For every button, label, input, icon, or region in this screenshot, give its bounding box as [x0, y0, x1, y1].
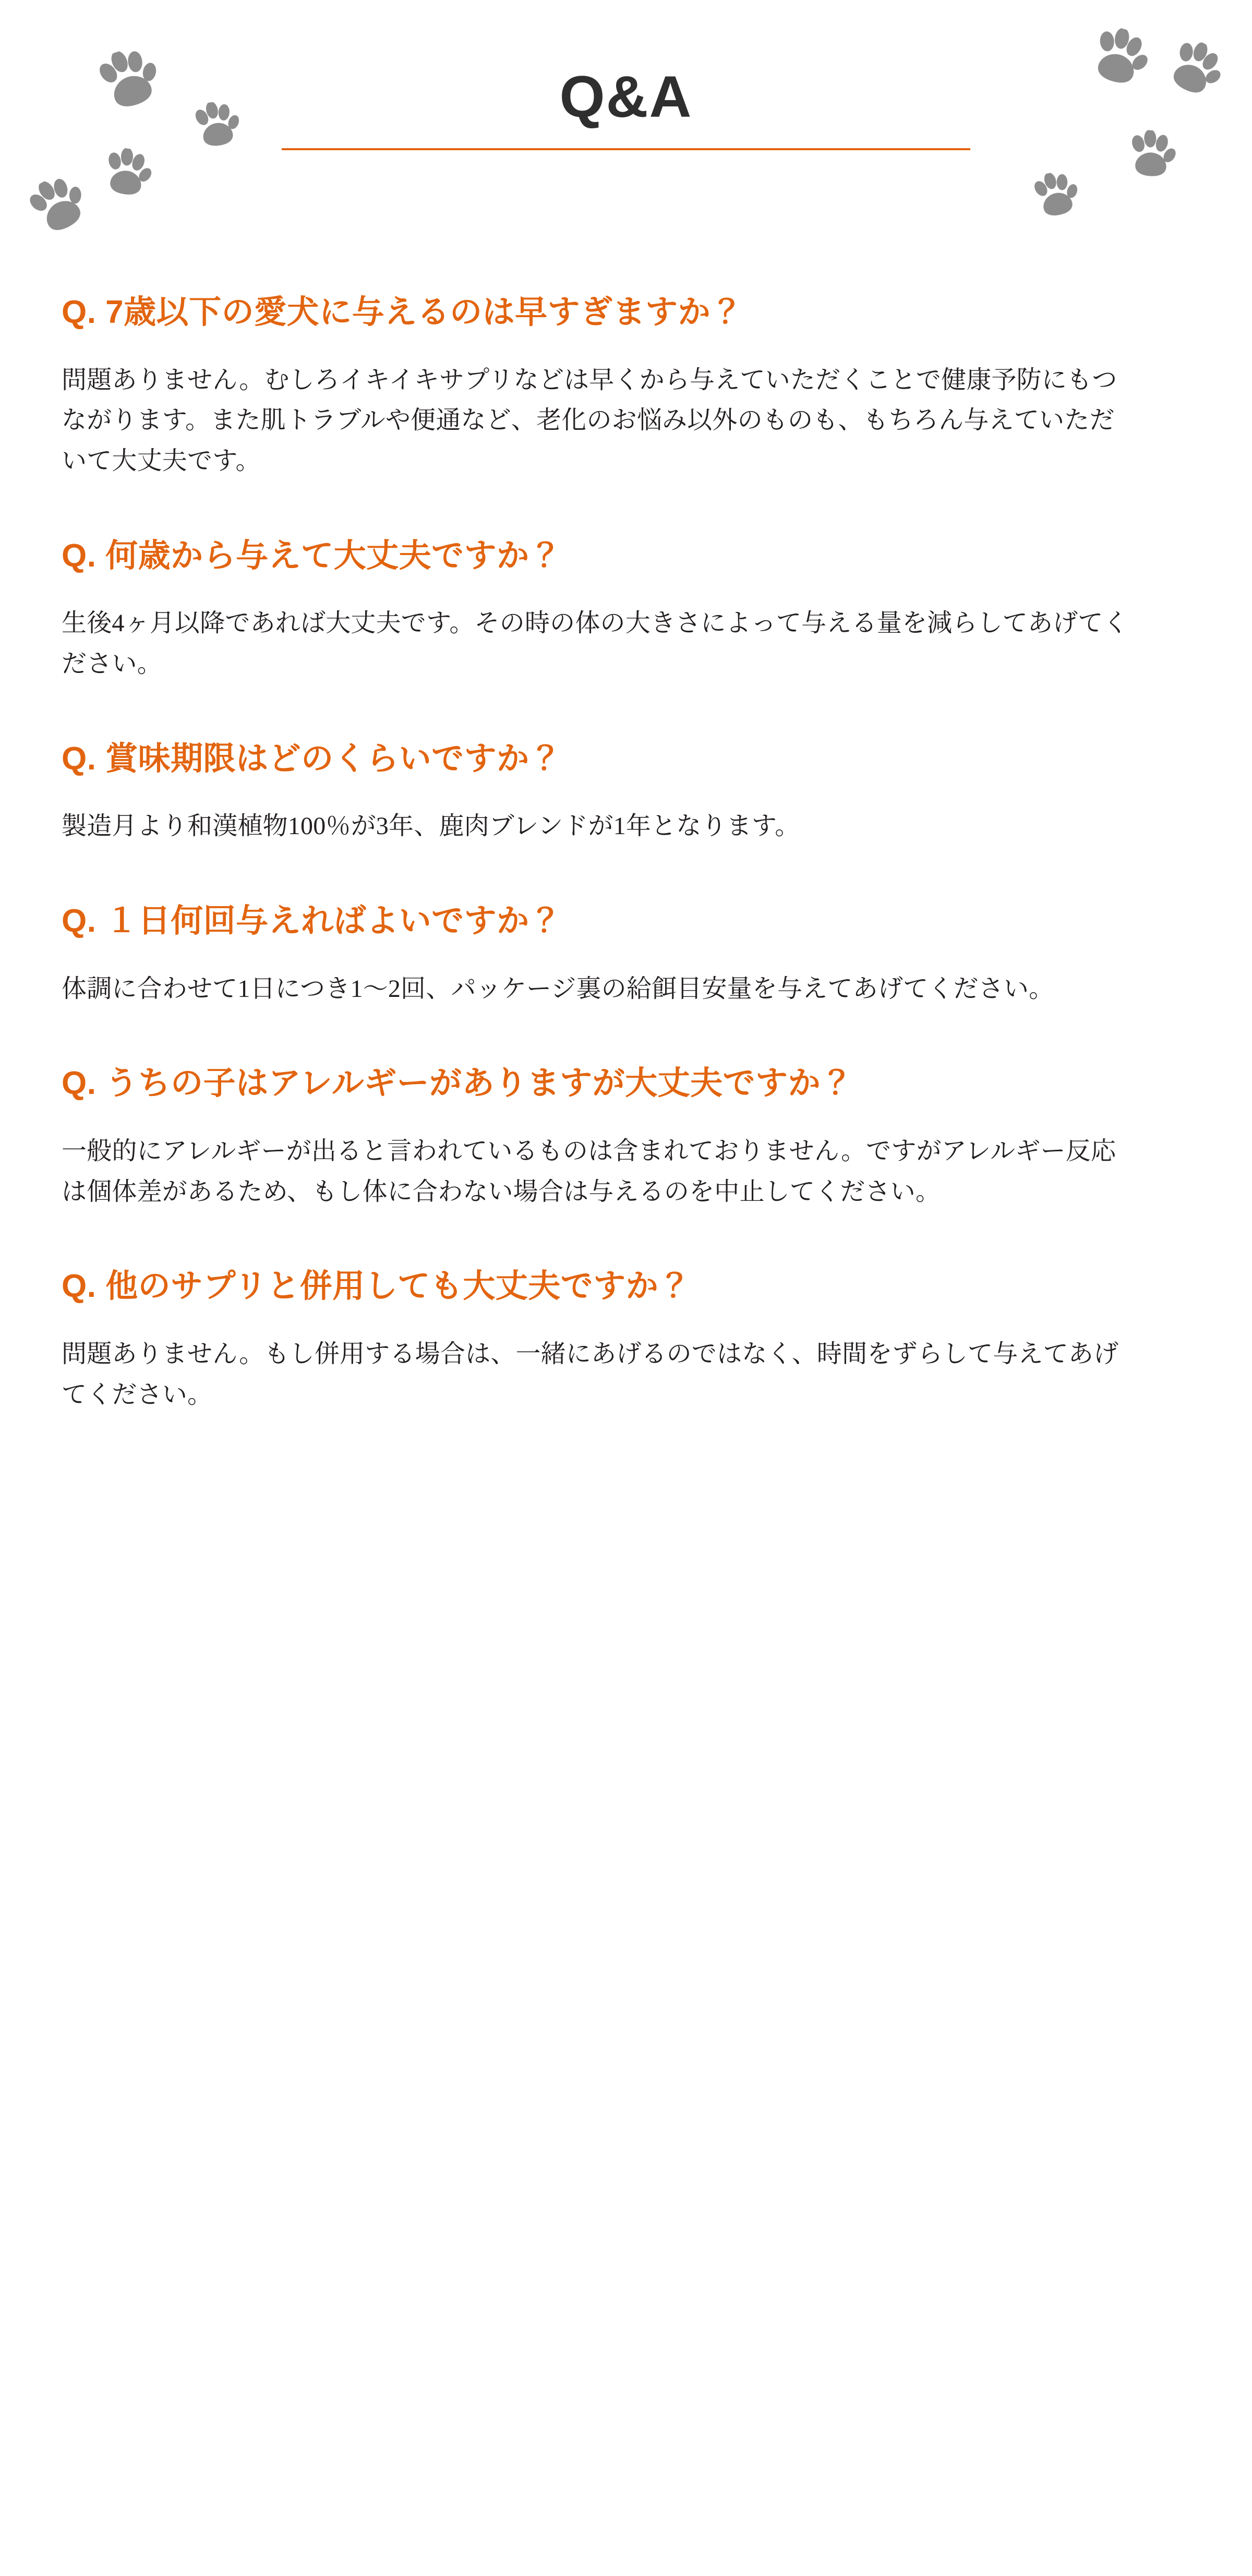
paw-print-icon: [1156, 33, 1231, 111]
qa-answer: 生後4ヶ月以降であれば大丈夫です。その時の体の大きさによって与える量を減らしてあげてください。: [62, 609, 1128, 678]
page-header: [0, 0, 1252, 292]
paw-print-icon: [90, 42, 170, 125]
qa-answer: 体調に合わせて1日につき1〜2回、パッケージ裏の給餌目安量を与えてあげてください。: [62, 974, 1054, 1003]
title-divider: [282, 148, 970, 150]
paw-print-icon: [1081, 22, 1155, 100]
paw-print-icon: [1028, 168, 1085, 229]
paw-print-icon: [189, 99, 244, 158]
qa-item: [62, 1266, 1190, 1415]
paw-print-icon: [20, 168, 99, 250]
paw-print-icon: [1124, 129, 1178, 187]
paw-print-icon: [98, 146, 155, 207]
qa-question: Q. 賞味期限はどのくらいですか？: [62, 740, 562, 777]
qa-question: Q. 7歳以下の愛犬に与えるのは早すぎますか？: [62, 294, 743, 330]
qa-question: Q. 何歳から与えて大丈夫ですか？: [62, 537, 562, 574]
qa-item: [62, 739, 1190, 847]
qa-answer: 一般的にアレルギーが出ると言われているものは含まれておりません。ですがアレルギー反応は個体差があるため、もし体に合わない場合は与えるのを中止してください。: [62, 1137, 1116, 1206]
qa-question: Q. 他のサプリと併用しても大丈夫ですか？: [62, 1268, 691, 1305]
qa-item: [62, 1063, 1190, 1212]
qa-question: Q. うちの子はアレルギーがありますが大丈夫ですか？: [62, 1065, 853, 1102]
qa-list: [0, 292, 1252, 1415]
qa-item: [62, 536, 1190, 684]
page-title: Q&A: [559, 64, 693, 129]
qa-item: [62, 292, 1190, 482]
qa-question: Q. １日何回与えればよいですか？: [62, 903, 562, 939]
page-title-block: [282, 64, 970, 150]
qa-answer: 問題ありません。むしろイキイキサプリなどは早くから与えていただくことで健康予防にもつながります。また肌トラブルや便通など、老化のお悩み以外のものも、もちろん与えていただいて大丈夫です。: [62, 366, 1117, 475]
qa-item: [62, 901, 1190, 1009]
qa-answer: 問題ありません。もし併用する場合は、一緒にあげるのではなく、時間をずらして与えてあげてください。: [62, 1340, 1119, 1409]
qa-answer: 製造月より和漢植物100％が3年、鹿肉ブレンドが1年となります。: [62, 812, 800, 840]
